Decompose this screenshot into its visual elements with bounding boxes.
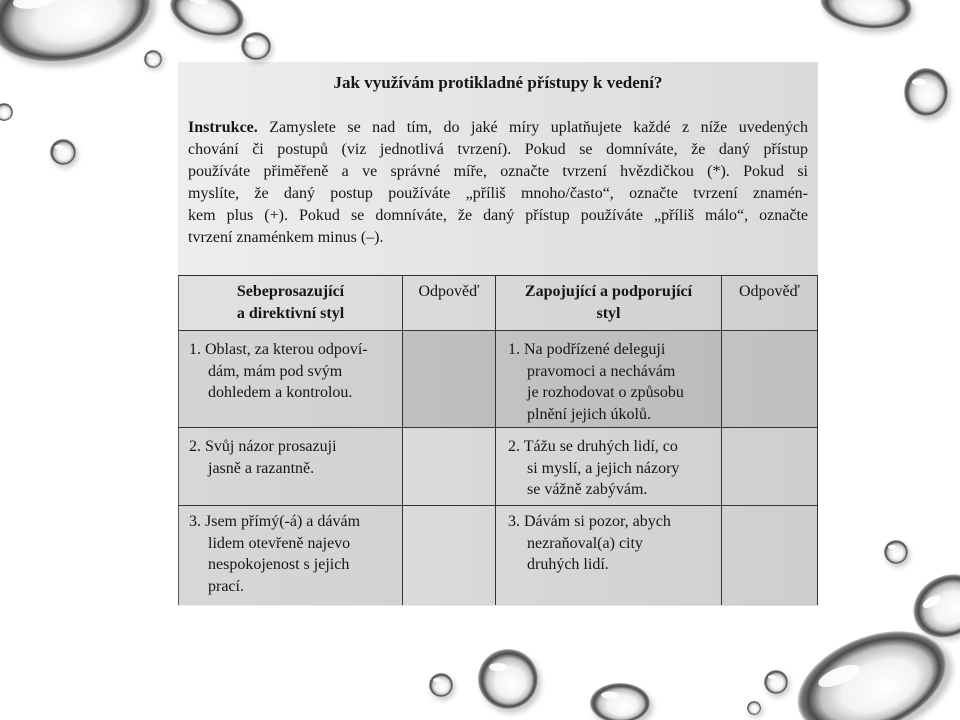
statement-line: druhých lidí. [527,556,609,573]
header-line: Sebeprosazující [236,283,345,300]
statement-line: 1. Na podřízené deleguji [508,341,666,358]
header-line: a direktivní styl [236,305,345,322]
statement-line: je rozhodovat o způsobu [527,384,684,401]
statement-line: si myslí, a jejich názory [527,459,680,477]
answer-cell [403,331,496,428]
water-drop [50,139,78,168]
statement-line: se vážně zabývám. [527,481,648,498]
water-drop [590,683,653,720]
table-header-answer: Odpověď [403,276,496,331]
statement-line: pravomoci a nechávám [527,362,676,380]
statement-line: prací. [208,577,244,595]
water-drop [764,670,790,697]
water-drop [747,701,763,717]
document-title: Jak využívám protikladné přístupy k vedení? [333,73,663,92]
statement-line: nezraňoval(a) city [527,534,643,552]
water-drop [0,103,13,121]
water-drop [163,0,253,49]
water-drop [817,0,918,39]
water-drop [478,649,541,713]
water-drop [429,673,455,700]
water-drop [241,32,273,63]
header-line: Zapojující a podporující [524,283,693,300]
instructions-line: kem plus (+). Pokud se domníváte, že daný přístup používáte „příliš málo“, označte [188,207,808,224]
statement-cell [496,428,722,506]
statement-line: 3. Dávám si pozor, abych [508,513,671,530]
water-drop [904,68,951,120]
statement-line: 2. Tážu se druhých lidí, co [508,438,678,455]
answer-cell [722,506,818,605]
instructions-line [188,117,808,139]
instructions-line: používáte přiměřeně a ve správné míře, označte tvrzení hvězdičkou (*). Pokud si [188,163,808,180]
answer-cell [403,506,496,605]
statement-line: plnění jejich úkolů. [527,405,651,423]
statement-line: 1. Oblast, za kterou odpoví- [189,341,368,358]
statement-line: 2. Svůj názor prosazuji [189,438,337,455]
answer-cell [403,428,496,506]
instructions-line: tvrzení znaménkem minus (–). [188,229,384,246]
table-header-engaging-style [496,276,722,331]
instructions-line: chování či postupů (viz jednotlivá tvrzení). Pokud se domníváte, že daný přístup [188,141,808,158]
statement-cell [178,428,403,506]
answer-cell [722,331,818,428]
water-drop [782,610,960,720]
instructions-line: myslíte, že daný postup používáte „příliš mnoho/často“, označte tvrzení znamén- [188,185,808,202]
water-drop [902,561,960,654]
statement-cell [178,506,403,605]
statement-line: dám, mám pod svým [208,362,343,380]
scanned-document [178,62,818,606]
header-line: styl [596,305,621,322]
instructions-text: Zamyslete se nad tím, do jaké míry uplatňujete každé z níže uvedených [269,119,809,136]
table-header-answer: Odpověď [722,276,818,331]
water-drop [884,540,910,567]
statement-line: jasně a razantně. [208,459,315,477]
statement-line: dohledem a kontrolou. [208,384,353,401]
statement-cell [496,331,722,428]
water-drop [144,50,164,70]
statement-cell [496,506,722,605]
statement-line: lidem otevřeně najevo [208,534,351,552]
answer-cell [722,428,818,506]
instructions-paragraph [188,117,808,249]
instructions-lead: Instrukce. [188,119,258,136]
water-drop [0,0,165,82]
statement-line: nespokojenost s jejich [208,556,350,573]
questionnaire-table [178,275,818,605]
statement-line: 3. Jsem přímý(-á) a dávám [189,513,361,530]
statement-cell [178,331,403,428]
table-header-assertive-style [178,276,403,331]
